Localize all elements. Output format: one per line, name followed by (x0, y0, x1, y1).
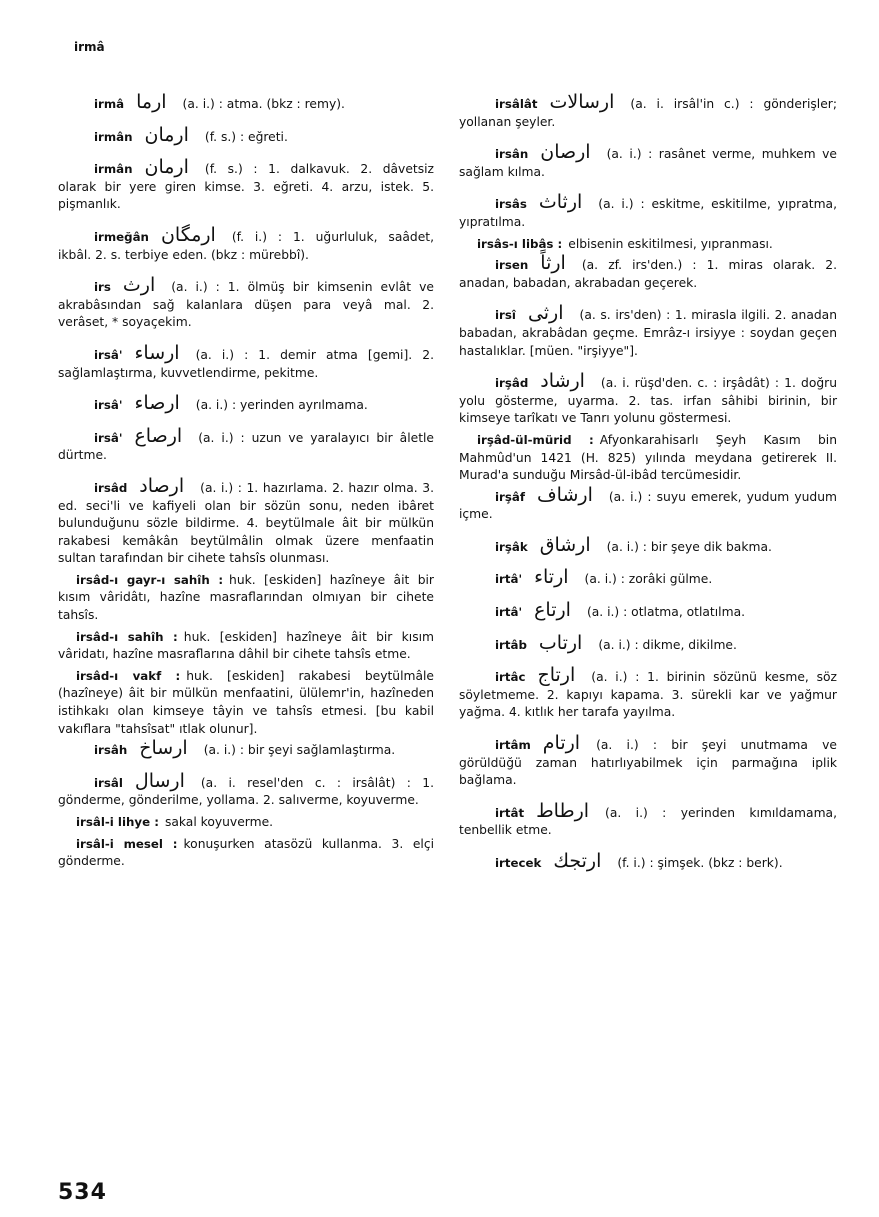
arabic-script: ارشاق (539, 533, 591, 556)
definition: huk. [eskiden] rakabesi beytülmâle (hazîneye) âit bir mülkün menfaatini, ülülemr'in, hazîneden istihkakı olan kimseye tâyin ve tahsîs etmesi. [bu kabil vakıflara "tahsîsat" ıtlak olunur]. (58, 668, 434, 736)
headword: irsâl-i mesel : (76, 836, 178, 851)
definition: (a. i.) : bir şeye dik bakma. (606, 539, 772, 554)
definition: (f. s.) : eğreti. (204, 129, 288, 144)
definition: (a. s. irs'den) : 1. mirasla ilgili. 2. anadan babadan, akrabâdan geçme. Emrâz-ı irsiyye : soydan geçen hastalıklar. [müen. "irşiyye"]. (459, 308, 837, 358)
right-column (459, 91, 838, 886)
arabic-script: ارما (136, 91, 167, 113)
definition: (f. i.) : 1. uğurluluk, saâdet, ikbâl. 2. s. terbiye eden. (bkz : mürebbî). (58, 229, 434, 262)
arabic-script: ارسال (134, 769, 185, 792)
definition: (a. i.) : uzun ve yaralayıcı bir âletle dürtme. (58, 430, 434, 463)
arabic-script: ارصان (540, 141, 591, 164)
arabic-script: ارصاع (134, 424, 183, 447)
dictionary-entry (58, 91, 434, 114)
headword: irsâs-ı libâs : (477, 236, 563, 251)
definition: (a. i.) : atma. (bkz : remy). (182, 97, 345, 111)
definition: (a. i. irsâl'in c.) : gönderişler; yollanan şeyler. (459, 97, 837, 129)
definition: (a. i.) : otlatma, otlatılma. (586, 605, 746, 620)
headword: irtâc (495, 670, 526, 685)
headword: irsân (495, 147, 529, 162)
definition: sakal koyuverme. (164, 815, 274, 829)
headword: irsâ' (94, 430, 123, 445)
running-head: irmâ (74, 40, 105, 54)
dictionary-entry (459, 191, 837, 231)
definition: (f. i.) : şimşek. (bkz : berk). (617, 856, 783, 870)
headword: irsâs (495, 197, 527, 212)
arabic-script: ارطاط (536, 799, 590, 822)
dictionary-entry (459, 850, 837, 873)
headword: irsâlât (495, 97, 538, 111)
page-number: 534 (58, 1180, 107, 1205)
arabic-script: ارتاع (534, 599, 571, 622)
arabic-script: ارتاب (538, 631, 583, 654)
dictionary-entry (58, 274, 434, 332)
definition: Afyonkarahisarlı Şeyh Kasım bin Mahmûd'un 1421 (H. 825) yılında meydana getirerek II. Murad'a sunduğu Mirsâd-ül-ibâd tercümesidir. (459, 432, 838, 483)
definition: (a. i.) : rasânet verme, muhkem ve sağlam kılma. (459, 147, 837, 179)
dictionary-entry (58, 156, 434, 214)
headword: irşâk (495, 539, 528, 554)
dictionary-entry (459, 302, 837, 360)
headword: irmeğân (94, 229, 149, 244)
headword: irsâd-ı vakf : (76, 668, 181, 683)
dictionary-entry (459, 664, 837, 722)
sub-entry (459, 432, 837, 485)
headword: irs (94, 280, 111, 295)
headword: irsâh (94, 743, 128, 758)
definition: (a. i.) : yerinden kımıldamama, tenbellik etme. (459, 805, 837, 838)
arabic-script: ارصاد (139, 474, 185, 497)
headword: irsâd-ı sahîh : (76, 629, 178, 644)
headword: irsâd (94, 480, 128, 495)
dictionary-entry (459, 141, 837, 181)
definition: (a. i.) : 1. birinin sözünü kesme, söz söyletmeme. 2. kapıyı kapama. 3. sürekli kar ve yağmur yağma. 4. kıtlık her tarafa yayılma. (459, 670, 837, 720)
dictionary-entry (459, 599, 837, 622)
headword: irmân (94, 162, 133, 177)
arabic-script: ارمگان (160, 223, 216, 246)
definition: (a. i.) : dikme, dikilme. (598, 637, 737, 652)
headword: irşâd (495, 376, 529, 391)
arabic-script: ارتجك (553, 850, 602, 872)
headword: irsî (495, 308, 516, 323)
headword: irtâb (495, 637, 527, 652)
headword: irmân (94, 129, 133, 144)
arabic-script: ارسالات (549, 91, 615, 113)
arabic-script: ارتام (542, 732, 581, 755)
dictionary-entry (459, 799, 837, 840)
headword: irşâf (495, 489, 525, 504)
sub-entry (459, 236, 837, 254)
dictionary-entry (58, 737, 434, 760)
headword: irtâ' (495, 572, 523, 587)
dictionary-entry (459, 533, 837, 557)
definition: konuşurken atasözü kullanma. 3. elçi gönderme. (58, 836, 435, 869)
definition: (a. i. rüşd'den. c. : irşâdât) : 1. doğru yolu gösterme, uyarma. 2. tas. irfan sâhibi birinin, bir kimseye tarîkatı ve Tanrı yolunu göstermesi. (459, 376, 837, 426)
arabic-script: ارصاء (134, 392, 180, 415)
dictionary-entry (459, 252, 837, 292)
arabic-script: ارثاث (538, 191, 583, 214)
definition: (a. i.) : suyu emerek, yudum yudum içme. (459, 489, 837, 522)
definition: (a. i.) : eskitme, eskitilme, yıpratma, yıpratılma. (459, 197, 837, 229)
definition: (a. i. resel'den c. : irsâlât) : 1. gönderme, gönderilme, yollama. 2. salıverme, koyuverme. (58, 775, 434, 808)
sub-entry (58, 668, 434, 738)
headword: irsâ' (94, 347, 123, 362)
dictionary-entry (459, 732, 837, 790)
dictionary-entry (459, 631, 837, 655)
sub-entry (58, 814, 434, 832)
arabic-script: ارتاج (537, 664, 576, 687)
headword: irsâl (94, 775, 123, 790)
definition: (a. i.) : 1. hazırlama. 2. hazır olma. 3. ed. seci'li ve kafiyeli olan bir sözün sonu, neden ibâret bulunduğunu sözle bildirme. 4. beytülmale âit bir mülkün rakabesi kemâkân beytülmâlin olmak üzere menfaatin sultan tarafından bir cihete tahsîs olunması. (58, 480, 434, 566)
arabic-script: ارثى (527, 302, 564, 325)
headword: irtât (495, 805, 525, 820)
dictionary-entry (459, 370, 837, 428)
definition: (a. i.) : 1. ölmüş bir kimsenin evlât ve akrabâsından sağ kalanlara düşen para veyâ mal. 2. verâset, * soyaçekim. (58, 280, 434, 330)
dictionary-entry (58, 474, 434, 568)
dictionary-entry (459, 566, 837, 589)
arabic-script: ارث (122, 274, 156, 297)
headword: irmâ (94, 97, 125, 111)
sub-entry (58, 836, 434, 871)
dictionary-entry (459, 483, 837, 524)
arabic-script: ارتاء (534, 566, 569, 589)
headword: irtâm (495, 738, 531, 753)
arabic-script: ارمان (144, 156, 189, 179)
sub-entry (58, 572, 434, 625)
dictionary-entry (58, 424, 434, 465)
arabic-script: ارساء (134, 341, 180, 364)
definition: huk. [eskiden] hazîneye âit bir kısım vâridâtı, hazîne masraflarından olmıyan bir cihete tahsîs. (58, 572, 434, 623)
headword: irtâ' (495, 605, 523, 620)
headword: irsâd-ı gayr-ı sahîh : (76, 572, 224, 587)
dictionary-entry (58, 769, 434, 810)
definition: huk. [eskiden] hazîneye âit bir kısım vâridatı, hazîne masraflarına dâhil bir cihete tahsîs etme. (58, 629, 434, 662)
left-column (58, 91, 435, 873)
dictionary-entry (459, 91, 837, 131)
headword: irsâ' (94, 398, 123, 413)
headword: irsâl-i lihye : (76, 815, 159, 829)
arabic-script: ارشاف (536, 483, 593, 506)
definition: (f. s.) : 1. dalkavuk. 2. dâvetsiz olarak bir yere giren kimse. 3. eğreti. 4. arzu, istek. 5. pişmanlık. (58, 162, 434, 212)
arabic-script: ارثاً (540, 252, 566, 275)
definition: elbisenin eskitilmesi, yıpranması. (568, 236, 773, 251)
definition: (a. i.) : yerinden ayrılmama. (195, 398, 368, 413)
definition: (a. zf. irs'den.) : 1. miras olarak. 2. anadan, babadan, akrabadan geçerek. (459, 258, 837, 290)
dictionary-entry (58, 392, 434, 415)
definition: (a. i.) : bir şeyi sağlamlaştırma. (203, 743, 396, 758)
arabic-script: ارشاد (540, 370, 585, 393)
definition: (a. i.) : bir şeyi unutmama ve görüldüğü zaman hatırlıyabilmek için parmağına iplik bağlama. (459, 738, 837, 788)
dictionary-entry (58, 341, 434, 382)
definition: (a. i.) : zorâki gülme. (584, 572, 713, 587)
arabic-script: ارساخ (139, 737, 188, 760)
definition: (a. i.) : 1. demir atma [gemi]. 2. sağlamlaştırma, kuvvetlendirme, pekitme. (58, 347, 434, 380)
sub-entry (58, 629, 434, 664)
headword: irtecek (495, 856, 542, 870)
headword: irşâd-ül-mürid : (477, 432, 594, 447)
arabic-script: ارمان (144, 123, 189, 146)
dictionary-entry (58, 123, 434, 147)
headword: irsen (495, 258, 529, 273)
dictionary-entry (58, 223, 434, 264)
